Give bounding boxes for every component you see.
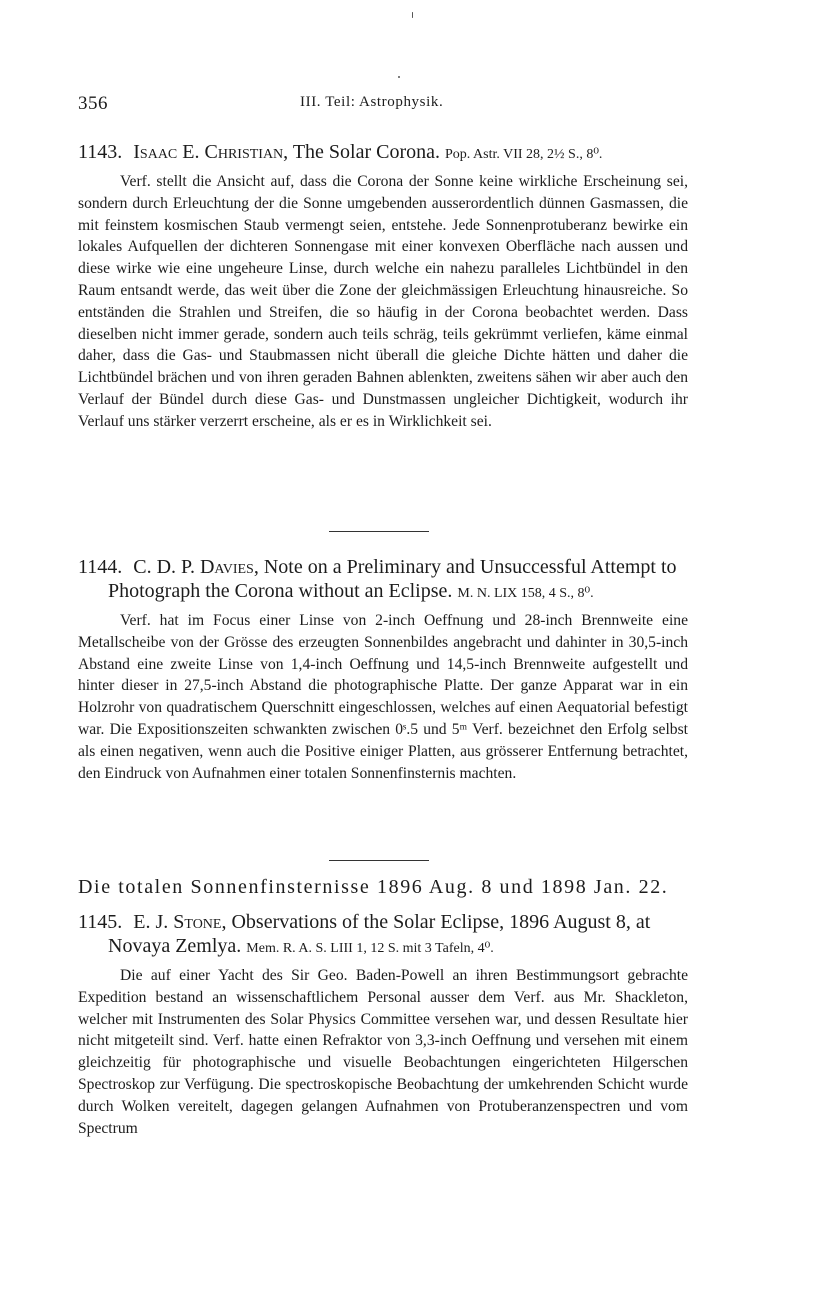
entry-number: 1143. (78, 141, 123, 163)
entry-reference: Pop. Astr. VII 28, 2½ S., 8⁰. (445, 147, 603, 162)
entry-reference: Mem. R. A. S. LIII 1, 12 S. mit 3 Tafeln, 4⁰. (246, 941, 494, 956)
separator-rule (329, 860, 429, 861)
entry-reference: M. N. LIX 158, 4 S., 8⁰. (457, 586, 594, 601)
entry-number: 1144. (78, 556, 123, 578)
entry-1145 (78, 910, 688, 1139)
entry-heading (78, 555, 688, 606)
running-title: III. Teil: Astrophysik. (300, 94, 444, 110)
entry-author: E. J. Stone, (133, 911, 227, 933)
print-speck (412, 12, 413, 18)
entry-abstract: Verf. stellt die Ansicht auf, dass die Corona der Sonne keine wirkliche Erscheinung sei, sondern durch Erleuchtung der die Sonne umgebenden ausserordentlich dünnen Gasmassen, die mit feinstem kosmischen Staub vermengt seien, entstehe. Jede Sonnenprotuberanz bewirke ein lokales Aufquellen der dichteren Sonnengase mit einer konvexen Oberfläche nach aussen und diese wirke wie eine ungeheure Linse, durch welche ein nahezu paralleles Lichtbündel in den Raum entsandt werde, das weit über die Zone der gleichmässigen Erleuchtung hinausreiche. So entständen die Strahlen und Streifen, die so häufig in der Corona beobachtet werden. Dass dieselben nicht immer gerade, sondern auch teils schräg, teils gekrümmt verliefen, käme einmal daher, dass die Gas- und Staubmassen nicht überall die gleiche Dichte hätten und daher die Lichtbündel brächen und von ihren geraden Bahnen ablenkten, zweitens sähen wir aber auch den Verlauf der Bündel durch diese Gas- und Dunstmassen ungleicher Dichtigkeit, wodurch ihr Verlauf uns stärker verzerrt erscheine, als er es in Wirklichkeit sei. (78, 173, 688, 430)
separator-rule (329, 531, 429, 532)
entry-heading (78, 910, 688, 961)
entry-heading (78, 140, 688, 167)
entry-author: Isaac E. Christian, (133, 141, 289, 163)
section-title: Die totalen Sonnenfinsternisse 1896 Aug. 8 und 1898 Jan. 22. (78, 876, 669, 898)
entry-abstract: Verf. hat im Focus einer Linse von 2-inch Oeffnung und 28-inch Brennweite eine Metallscheibe von der Grösse des erzeugten Sonnenbildes angebracht und dahinter in 30,5-inch Abstand eine zweite Linse von 1,4-inch Oeffnung und 14,5-inch Brennweite aufgestellt und hinter dieser in 27,5-inch Abstand die photographische Platte. Der ganze Apparat war in ein Holzrohr von quadratischem Querschnitt eingeschlossen, welches auf einen Aequatorial befestigt war. Die Expositionszeiten schwankten zwischen 0ˢ.5 und 5ᵐ Verf. bezeichnet den Erfolg selbst als einen negativen, wenn auch die Positive einiger Platten, aus grösserer Entfernung betrachtet, den Eindruck von Aufnahmen einer totalen Sonnenfinsternis machten. (78, 612, 688, 782)
entry-1144 (78, 555, 688, 784)
entry-1143 (78, 140, 688, 433)
entry-title: The Solar Corona. (292, 141, 440, 163)
entry-title: Observations of the Solar Eclipse, 1896 August 8, at Novaya Zemlya. (108, 911, 651, 957)
print-speck (398, 76, 400, 78)
entry-title: Note on a Preliminary and Unsuccessful Attempt to Photograph the Corona without an Eclipse. (108, 556, 677, 602)
page-number: 356 (78, 93, 108, 114)
page-header (78, 93, 688, 115)
entry-abstract: Die auf einer Yacht des Sir Geo. Baden-Powell an ihren Bestimmungsort gebrachte Expedition bestand an wissenschaftlichem Personal ausser dem Verf. aus Mr. Shackleton, welcher mit Instrumenten des Solar Physics Committee versehen war, und dessen Resultate hier nicht mitgeteilt sind. Verf. hatte einen Refraktor von 3,3-inch Oeffnung und versehen mit einem gleichzeitig für photographische und visuelle Beobachtungen eingerichteten Hilgerschen Spectroskop zur Verfügung. Die spectroskopische Beobachtung der umkehrenden Schicht wurde durch Wolken vereitelt, dagegen gelangen Aufnahmen von Protuberanzenspectren und vom Spectrum (78, 967, 688, 1137)
entry-number: 1145. (78, 911, 123, 933)
entry-author: C. D. P. Davies, (133, 556, 259, 578)
